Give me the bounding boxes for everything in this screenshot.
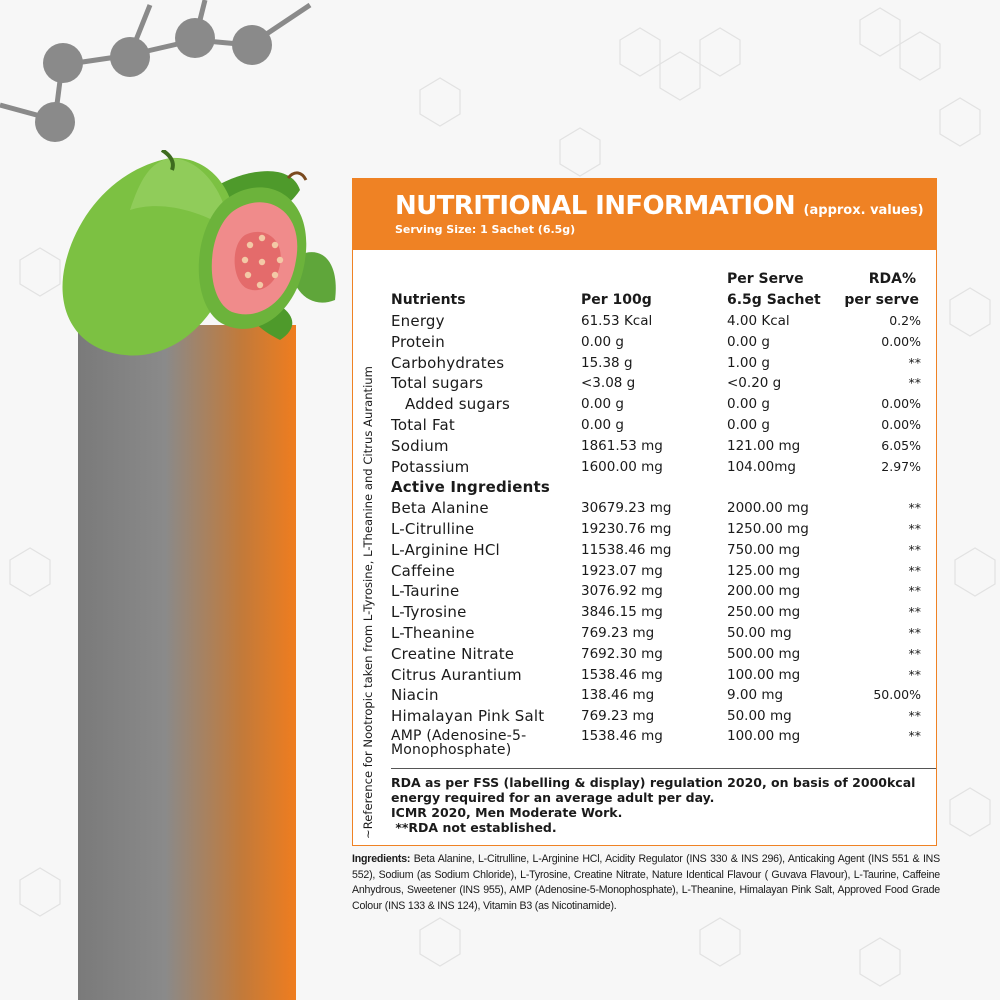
row-rda: **	[908, 541, 921, 557]
row-per100: 0.00 g	[581, 333, 624, 350]
row-per100: 3076.92 mg	[581, 583, 663, 600]
table-row	[391, 561, 921, 582]
row-perserve: 2000.00 mg	[727, 500, 809, 517]
row-per100: 0.00 g	[581, 416, 624, 433]
serving-size: Serving Size: 1 Sachet (6.5g)	[395, 223, 576, 236]
row-per100: 15.38 g	[581, 354, 633, 371]
row-name: Total Fat	[391, 415, 455, 434]
row-perserve: 9.00 mg	[727, 687, 784, 704]
footnotes	[391, 775, 936, 835]
row-per100: 7692.30 mg	[581, 645, 663, 662]
row-name: Energy	[391, 312, 445, 330]
row-name: L-Taurine	[391, 582, 460, 601]
row-perserve: 250.00 mg	[727, 604, 801, 621]
section-heading-row	[391, 477, 921, 498]
row-perserve: 50.00 mg	[727, 708, 792, 725]
table-row	[391, 498, 921, 519]
row-perserve: 121.00 mg	[727, 437, 801, 454]
molecule-graphic	[0, 0, 320, 150]
row-per100: 0.00 g	[581, 396, 624, 413]
row-perserve: 1250.00 mg	[727, 520, 809, 537]
header-nutrients: Nutrients	[391, 292, 466, 308]
table-row	[391, 644, 921, 665]
table-row	[391, 685, 921, 706]
footnote-icmr: ICMR 2020, Men Moderate Work.	[391, 805, 623, 820]
row-per100: 1923.07 mg	[581, 562, 663, 579]
nutrition-panel	[352, 178, 937, 846]
table-row	[391, 706, 921, 727]
nutrient-rows	[391, 311, 921, 763]
header-per-serve: Per Serve	[727, 271, 804, 287]
row-perserve: 104.00mg	[727, 458, 796, 475]
row-name: L-Theanine	[391, 623, 475, 642]
row-name: Caffeine	[391, 561, 455, 580]
table-row	[391, 457, 921, 478]
row-perserve: 100.00 mg	[727, 727, 801, 744]
row-rda: **	[908, 624, 921, 640]
ingredients-text	[352, 852, 940, 914]
footnote-rda-basis: RDA as per FSS (labelling & display) regulation 2020, on basis of 2000kcal energy required for an average adult per day.	[391, 775, 916, 805]
row-per100: 1538.46 mg	[581, 727, 663, 744]
row-name: Beta Alanine	[391, 499, 489, 518]
table-row	[391, 373, 921, 394]
row-name: L-Arginine HCl	[391, 540, 500, 559]
header-sachet: 6.5g Sachet	[727, 292, 821, 308]
row-per100: 1538.46 mg	[581, 666, 663, 683]
table-row	[391, 353, 921, 374]
row-perserve: 500.00 mg	[727, 645, 801, 662]
row-rda: **	[908, 727, 921, 743]
row-perserve: 1.00 g	[727, 354, 770, 371]
row-per100: 138.46 mg	[581, 687, 655, 704]
header-rda: RDA%	[868, 271, 916, 287]
row-name: Creatine Nitrate	[391, 644, 515, 663]
row-rda: 0.00%	[881, 333, 921, 349]
row-rda: 50.00%	[873, 687, 921, 703]
section-heading: Active Ingredients	[391, 478, 550, 497]
row-rda: **	[908, 604, 921, 620]
row-per100: 769.23 mg	[581, 624, 655, 641]
row-rda: **	[908, 583, 921, 599]
table-row	[391, 436, 921, 457]
gray-orange-gradient-bar	[78, 325, 296, 1000]
guava-fruit-image	[50, 150, 350, 365]
row-rda: **	[908, 645, 921, 661]
row-per100: <3.08 g	[581, 375, 636, 392]
row-per100: 1600.00 mg	[581, 458, 663, 475]
row-perserve: 0.00 g	[727, 396, 770, 413]
row-per100: 61.53 Kcal	[581, 313, 653, 329]
row-rda: **	[908, 354, 921, 370]
row-rda: **	[908, 375, 921, 391]
row-per100: 769.23 mg	[581, 708, 655, 725]
row-rda: 0.00%	[881, 416, 921, 432]
table-row	[391, 581, 921, 602]
table-row	[391, 665, 921, 686]
table-row	[391, 727, 921, 763]
row-name: Protein	[391, 332, 445, 351]
table-row	[391, 415, 921, 436]
row-name: Carbohydrates	[391, 353, 505, 372]
row-name: Potassium	[391, 457, 470, 476]
table-row	[391, 540, 921, 561]
row-name: Added sugars	[405, 395, 510, 414]
row-per100: 11538.46 mg	[581, 541, 672, 558]
row-rda: 0.2%	[889, 313, 921, 328]
footnote-divider	[391, 768, 936, 769]
table-row	[391, 332, 921, 353]
row-rda: 2.97%	[881, 458, 921, 474]
table-row	[391, 623, 921, 644]
row-rda: **	[908, 500, 921, 516]
row-rda: **	[908, 562, 921, 578]
row-name: AMP (Adenosine-5-Monophosphate)	[391, 727, 527, 758]
table-row	[391, 394, 921, 415]
panel-title	[395, 191, 924, 221]
row-rda: **	[908, 520, 921, 536]
row-rda: 6.05%	[881, 437, 921, 453]
row-name: Sodium	[391, 436, 449, 455]
row-name: Citrus Aurantium	[391, 665, 522, 684]
row-perserve: <0.20 g	[727, 375, 782, 392]
row-perserve: 125.00 mg	[727, 562, 801, 579]
row-per100: 1861.53 mg	[581, 437, 663, 454]
side-reference-note: ~Reference for Nootropic taken from L-Tyrosine, L-Theanine and Citrus Aurantium	[361, 366, 375, 839]
row-rda: **	[908, 666, 921, 682]
table-row	[391, 311, 921, 332]
row-per100: 3846.15 mg	[581, 604, 663, 621]
row-perserve: 100.00 mg	[727, 666, 801, 683]
row-name: Niacin	[391, 686, 439, 705]
panel-header	[353, 179, 936, 250]
title-text: NUTRITIONAL INFORMATION	[395, 191, 796, 221]
title-note: (approx. values)	[803, 203, 924, 218]
row-name: L-Tyrosine	[391, 603, 467, 622]
row-name: L-Citrulline	[391, 519, 475, 538]
row-perserve: 200.00 mg	[727, 583, 801, 600]
header-rda-per-serve: per serve	[844, 292, 919, 308]
footnote-rda-not-established: **RDA not established.	[391, 820, 557, 835]
row-perserve: 750.00 mg	[727, 541, 801, 558]
row-name: Total sugars	[391, 374, 484, 393]
table-row	[391, 602, 921, 623]
row-perserve: 0.00 g	[727, 416, 770, 433]
row-rda: **	[908, 708, 921, 724]
header-per-100g: Per 100g	[581, 292, 652, 308]
table-row	[391, 519, 921, 540]
ingredients-list: Beta Alanine, L-Citrulline, L-Arginine HCl, Acidity Regulator (INS 330 & INS 296), Anticaking Agent (INS 551 & INS 552), Sodium (as Sodium Chloride), L-Tyrosine, Creatine Nitrate, Nature Identical Flavour ( Guvava Flavour), L-Taurine, Caffeine Anhydrous, Sweetener (INS 955), AMP (Adenosine-5-Monophosphate), L-Theanine, Himalayan Pink Salt, Approved Food Grade Colour (INS 133 & INS 124), Vitamin B3 (as Nicotinamide).	[352, 853, 941, 912]
row-perserve: 4.00 Kcal	[727, 313, 790, 329]
row-name: Himalayan Pink Salt	[391, 707, 545, 726]
row-perserve: 50.00 mg	[727, 624, 792, 641]
row-per100: 30679.23 mg	[581, 500, 672, 517]
row-rda: 0.00%	[881, 396, 921, 412]
ingredients-label: Ingredients:	[352, 853, 411, 865]
row-per100: 19230.76 mg	[581, 520, 672, 537]
row-perserve: 0.00 g	[727, 333, 770, 350]
